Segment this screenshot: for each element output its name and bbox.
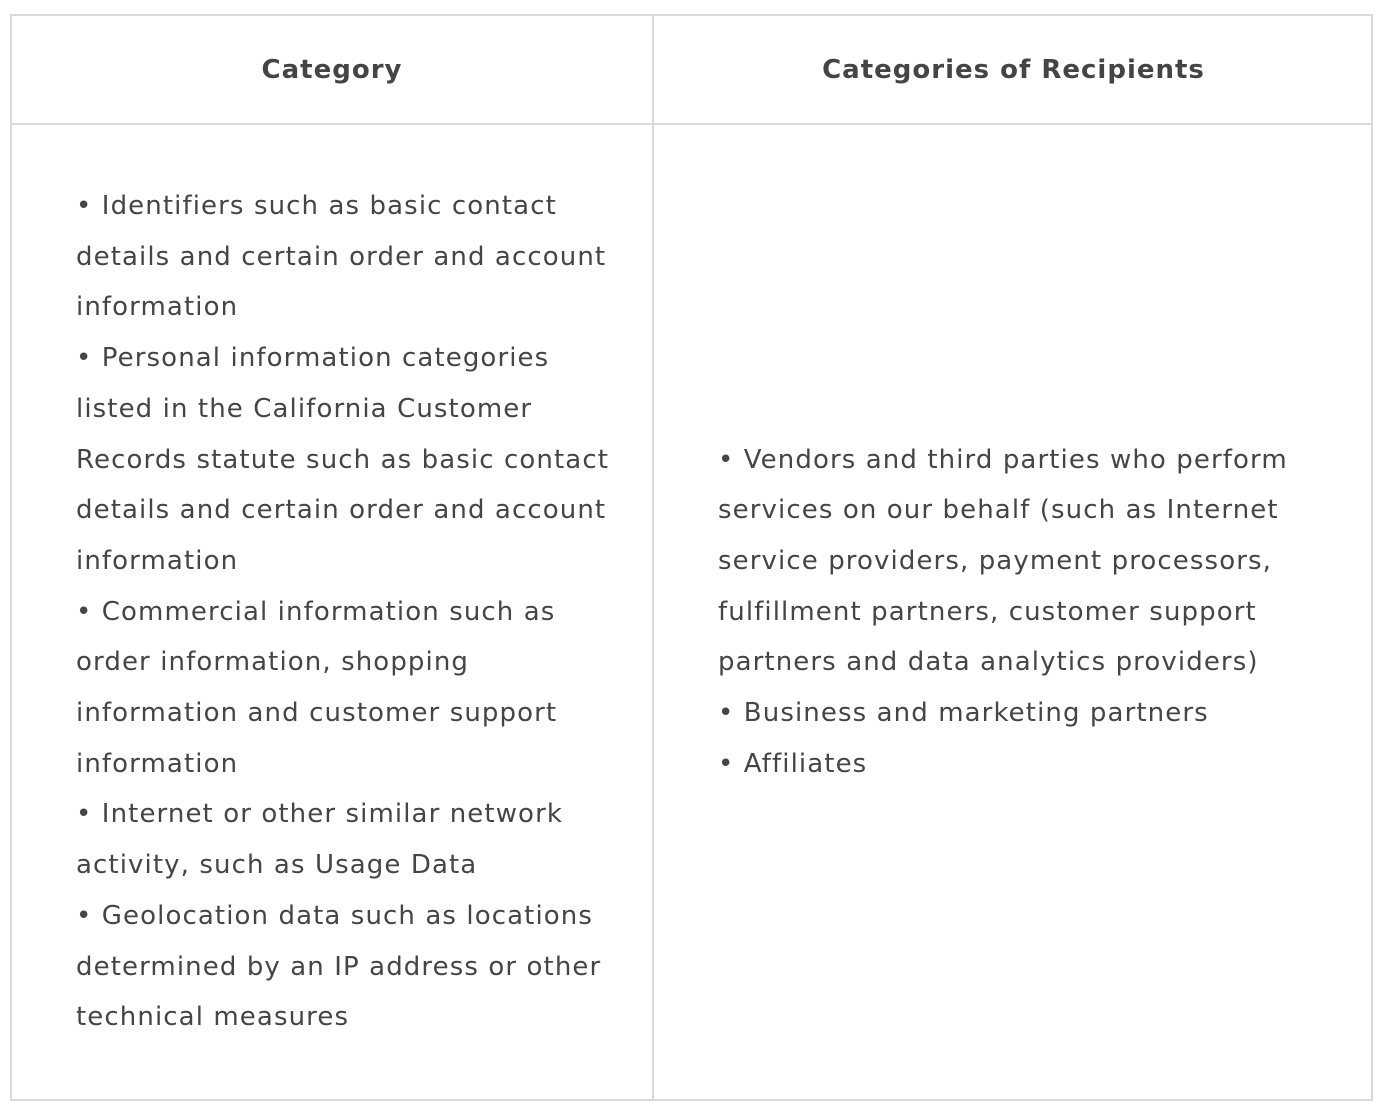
category-item-commercial-information: • Commercial information such as order information, shopping information and customer support information bbox=[76, 596, 558, 779]
category-item-identifiers: • Identifiers such as basic contact details and certain order and account information bbox=[76, 191, 607, 323]
category-cell bbox=[12, 125, 652, 1099]
recipients-list bbox=[718, 435, 1298, 790]
category-item-personal-information: • Personal information categories listed in the California Customer Records statute such as basic contact details and certain order and account information bbox=[76, 343, 610, 576]
category-item-geolocation: • Geolocation data such as locations determined by an IP address or other technical measures bbox=[76, 900, 602, 1033]
data-sharing-table bbox=[10, 14, 1373, 1101]
header-category: Category bbox=[261, 54, 403, 85]
recipient-item-vendors: • Vendors and third parties who perform services on our behalf (such as Internet service providers, payment processors, fulfillment partners, customer support partners and data analytics providers) bbox=[718, 444, 1288, 678]
recipient-item-business-partners: • Business and marketing partners bbox=[718, 698, 1209, 729]
category-list bbox=[76, 181, 632, 1043]
header-recipients: Categories of Recipients bbox=[822, 54, 1205, 85]
category-item-network-activity: • Internet or other similar network activity, such as Usage Data bbox=[76, 799, 564, 881]
recipient-item-affiliates: • Affiliates bbox=[718, 748, 868, 779]
recipients-cell bbox=[654, 125, 1373, 1099]
